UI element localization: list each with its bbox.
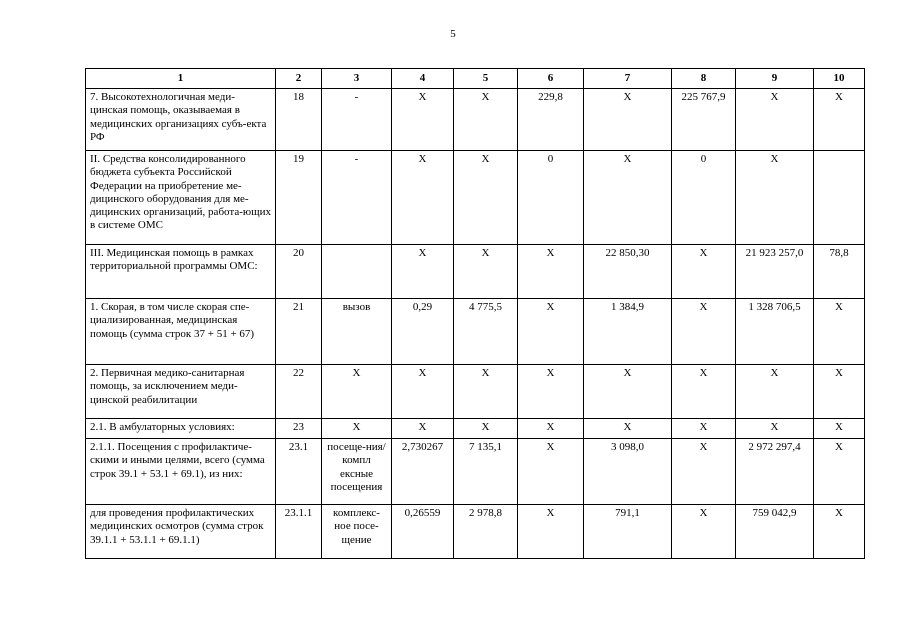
table-cell: X xyxy=(672,365,736,419)
table-cell: 1 328 706,5 xyxy=(736,299,814,365)
table-cell: X xyxy=(672,299,736,365)
table-cell: 0 xyxy=(518,151,584,245)
row-name-cell: 2.1. В амбулаторных условиях: xyxy=(86,419,276,439)
table-cell: 3 098,0 xyxy=(584,439,672,505)
table-cell: X xyxy=(454,245,518,299)
table-cell: 19 xyxy=(276,151,322,245)
table-cell: комплекс-ное посе-щение xyxy=(322,505,392,559)
page-number: 5 xyxy=(450,28,456,40)
table-cell xyxy=(322,245,392,299)
column-header: 3 xyxy=(322,69,392,89)
table-cell: 2 972 297,4 xyxy=(736,439,814,505)
table-cell: X xyxy=(736,365,814,419)
table-cell: X xyxy=(322,419,392,439)
table-cell: 0 xyxy=(672,151,736,245)
table-cell: X xyxy=(392,365,454,419)
table-cell: X xyxy=(518,439,584,505)
table-cell: X xyxy=(584,89,672,151)
table-cell: 23.1.1 xyxy=(276,505,322,559)
table-cell: 229,8 xyxy=(518,89,584,151)
header-row xyxy=(86,69,865,89)
table-cell: X xyxy=(392,419,454,439)
table-cell: X xyxy=(322,365,392,419)
table-cell: X xyxy=(518,299,584,365)
table-cell: 23.1 xyxy=(276,439,322,505)
row-name-cell: III. Медицинская помощь в рамках территориальной программы ОМС: xyxy=(86,245,276,299)
table-cell: посеще-ния/компл ексные посещения xyxy=(322,439,392,505)
row-name-cell: 7. Высокотехнологичная меди-цинская помощь, оказываемая в медицинских организациях субъ-екта РФ xyxy=(86,89,276,151)
column-header: 4 xyxy=(392,69,454,89)
table-cell: 2,730267 xyxy=(392,439,454,505)
row-name-cell: для проведения профилактических медицинских осмотров (сумма строк 39.1.1 + 53.1.1 + 69.1.1) xyxy=(86,505,276,559)
table-cell: X xyxy=(672,245,736,299)
row-name-cell: II. Средства консолидированного бюджета субъекта Российской Федерации на приобретение ме-дицинского оборудования для ме-дицинских организаций, работа-ющих в системе ОМС xyxy=(86,151,276,245)
table-cell: X xyxy=(672,439,736,505)
table-row xyxy=(86,365,865,419)
column-header: 10 xyxy=(814,69,865,89)
table-cell: 18 xyxy=(276,89,322,151)
column-header: 2 xyxy=(276,69,322,89)
table-cell: X xyxy=(584,419,672,439)
table-cell: - xyxy=(322,89,392,151)
table-cell: 21 923 257,0 xyxy=(736,245,814,299)
table-cell: вызов xyxy=(322,299,392,365)
table-cell: X xyxy=(454,151,518,245)
table-cell: 4 775,5 xyxy=(454,299,518,365)
table-cell: X xyxy=(814,89,865,151)
table-cell: X xyxy=(814,439,865,505)
table-cell: X xyxy=(454,419,518,439)
table-cell: 21 xyxy=(276,299,322,365)
table-row xyxy=(86,151,865,245)
table-cell: 0,26559 xyxy=(392,505,454,559)
table-cell: X xyxy=(518,245,584,299)
table-cell: 759 042,9 xyxy=(736,505,814,559)
table-cell: X xyxy=(814,419,865,439)
row-name-cell: 1. Скорая, в том числе скорая спе-циализированная, медицинская помощь (сумма строк 37 + 51 + 67) xyxy=(86,299,276,365)
table-row xyxy=(86,419,865,439)
column-header: 7 xyxy=(584,69,672,89)
table-row xyxy=(86,299,865,365)
column-header: 1 xyxy=(86,69,276,89)
table-cell: 225 767,9 xyxy=(672,89,736,151)
table-cell: X xyxy=(672,505,736,559)
table-row xyxy=(86,245,865,299)
table-cell: 2 978,8 xyxy=(454,505,518,559)
table-cell: 0,29 xyxy=(392,299,454,365)
table-cell: X xyxy=(518,505,584,559)
table-cell: X xyxy=(454,89,518,151)
data-table xyxy=(85,68,865,559)
table-cell: X xyxy=(814,299,865,365)
table-cell: X xyxy=(392,89,454,151)
table-cell: 791,1 xyxy=(584,505,672,559)
row-name-cell: 2.1.1. Посещения с профилактиче-скими и иными целями, всего (сумма строк 39.1 + 53.1 + 69.1), из них: xyxy=(86,439,276,505)
table-cell: X xyxy=(672,419,736,439)
table-cell: 22 xyxy=(276,365,322,419)
column-header: 8 xyxy=(672,69,736,89)
table-cell: 23 xyxy=(276,419,322,439)
table-cell: 1 384,9 xyxy=(584,299,672,365)
table-cell: X xyxy=(814,365,865,419)
table-cell: X xyxy=(814,505,865,559)
table-cell: X xyxy=(392,151,454,245)
table-cell: 78,8 xyxy=(814,245,865,299)
table-cell: X xyxy=(518,365,584,419)
column-header: 9 xyxy=(736,69,814,89)
table-row xyxy=(86,505,865,559)
table-cell: X xyxy=(584,151,672,245)
table-cell: X xyxy=(392,245,454,299)
table-cell: X xyxy=(584,365,672,419)
table-row xyxy=(86,439,865,505)
row-name-cell: 2. Первичная медико-санитарная помощь, за исключением меди-цинской реабилитации xyxy=(86,365,276,419)
column-header: 5 xyxy=(454,69,518,89)
table-cell: X xyxy=(736,89,814,151)
column-header: 6 xyxy=(518,69,584,89)
table-row xyxy=(86,89,865,151)
table-cell: 7 135,1 xyxy=(454,439,518,505)
table-cell: X xyxy=(736,151,814,245)
table-cell: X xyxy=(518,419,584,439)
table-cell: 22 850,30 xyxy=(584,245,672,299)
table-cell: X xyxy=(736,419,814,439)
table-cell: 20 xyxy=(276,245,322,299)
table-cell xyxy=(814,151,865,245)
table-cell: - xyxy=(322,151,392,245)
table-cell: X xyxy=(454,365,518,419)
